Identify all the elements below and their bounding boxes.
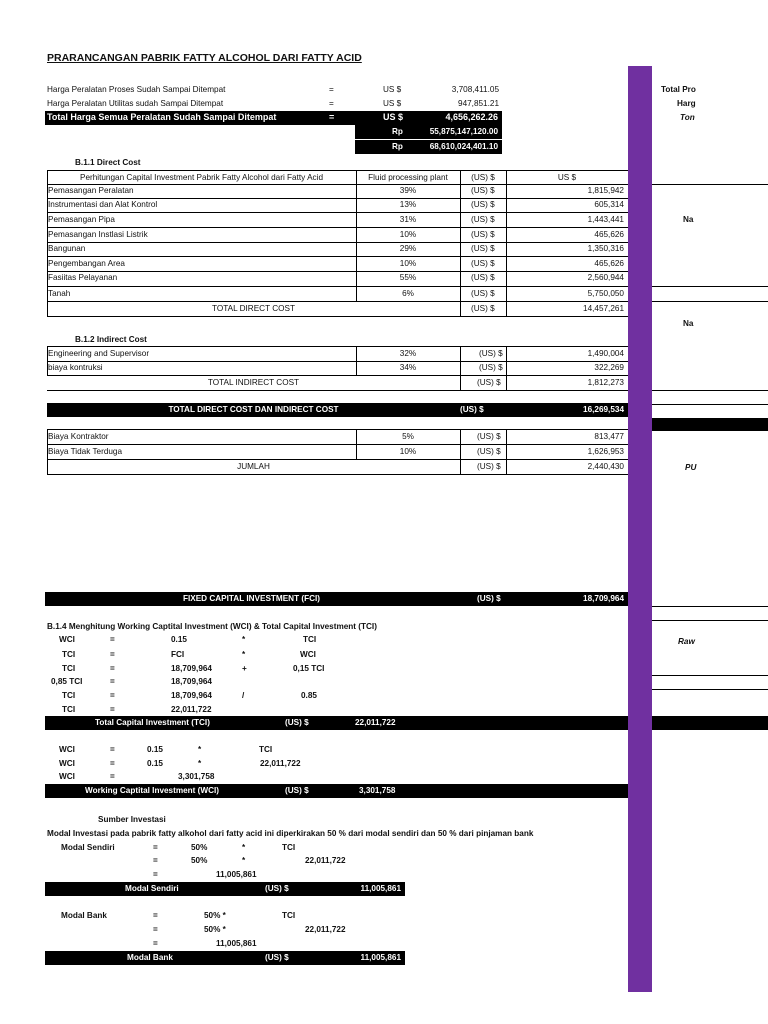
rp-bar-1	[355, 125, 502, 139]
calc-op: *	[242, 635, 246, 644]
tci-label: Total Capital Investment (TCI)	[95, 718, 210, 727]
row-cur: (US) $	[477, 447, 501, 456]
calc-b: 0.15	[147, 745, 163, 754]
contractor-total-row	[47, 460, 628, 474]
calc-a: WCI	[59, 772, 75, 781]
calc-c: 0.85	[301, 691, 317, 700]
wci-heading: B.1.4 Menghitung Working Captital Investment (WCI) & Total Capital Investment (TCI)	[47, 622, 377, 631]
calc-eq: =	[153, 939, 158, 948]
row-pct: 29%	[399, 244, 417, 253]
row-pct: 5%	[402, 432, 414, 441]
combined-cost-bar	[47, 403, 628, 417]
calc-c: WCI	[300, 650, 316, 659]
row-cur: (US) $	[479, 349, 503, 358]
calc-b: 18,709,964	[171, 677, 212, 686]
indirect-total-row	[47, 376, 628, 390]
table-row	[47, 445, 628, 459]
calc-a: WCI	[59, 745, 75, 754]
direct-total-value: 14,457,261	[583, 304, 624, 313]
row-value: 2,560,944	[587, 273, 624, 282]
row-label: Pemasangan Peralatan	[48, 186, 134, 195]
calc-eq: =	[110, 772, 115, 781]
right-cut-text: PU	[685, 463, 697, 472]
row-label: biaya kontruksi	[48, 363, 103, 372]
row-label: Biaya Tidak Terduga	[48, 447, 123, 456]
calc-op: *	[242, 856, 246, 865]
modal-bank-label: Modal Bank	[61, 911, 107, 920]
summary-value: 3,708,411.05	[451, 85, 499, 94]
right-cut-text: Ton	[680, 113, 695, 122]
contractor-total-label: JUMLAH	[237, 462, 270, 471]
row-label: Pemasangan Instlasi Listrik	[48, 230, 148, 239]
wci-value: 3,301,758	[359, 786, 396, 795]
calc-eq: =	[153, 843, 158, 852]
row-value: 1,815,942	[587, 186, 624, 195]
calc-a: TCI	[62, 650, 76, 659]
summary-label: Harga Peralatan Proses Sudah Sampai Ditempat	[47, 85, 226, 94]
contractor-total-value: 2,440,430	[587, 462, 624, 471]
sumber-heading: Sumber Investasi	[98, 815, 166, 824]
calc-a: TCI	[62, 664, 76, 673]
table-row	[47, 198, 628, 212]
calc-op: *	[198, 745, 202, 754]
calc-op: /	[242, 691, 245, 700]
right-cut-text: Raw	[678, 637, 695, 646]
calc-c: 0,15 TCI	[293, 664, 325, 673]
combined-label: TOTAL DIRECT COST DAN INDIRECT COST	[168, 405, 339, 414]
row-label: Fasiitas Pelayanan	[48, 273, 118, 282]
table-row	[47, 287, 628, 301]
wci-label: Working Captital Investment (WCI)	[85, 786, 220, 795]
calc-b: 0.15	[171, 635, 187, 644]
calc-pct: 11,005,861	[216, 939, 257, 948]
total-equipment-cur: US $	[383, 112, 404, 122]
row-value: 322,269	[594, 363, 624, 372]
indirect-total-label: TOTAL INDIRECT COST	[207, 378, 300, 387]
row-pct: 6%	[402, 289, 414, 298]
summary-value: 947,851.21	[458, 99, 499, 108]
row-label: Bangunan	[48, 244, 86, 253]
right-black-bar	[652, 418, 768, 431]
row-cur: (US) $	[471, 259, 495, 268]
calc-pct: 50%	[191, 856, 208, 865]
row-pct: 55%	[399, 273, 417, 282]
table-row	[47, 242, 628, 256]
row-label: Pengembangan Area	[48, 259, 125, 268]
row-cur: (US) $	[471, 230, 495, 239]
calc-c: TCI	[303, 635, 317, 644]
indirect-total-value: 1,812,273	[587, 378, 624, 387]
calc-eq: =	[110, 745, 115, 754]
row-pct: 13%	[399, 200, 417, 209]
page-title: PRARANCANGAN PABRIK FATTY ALCOHOL DARI FATTY ACID	[47, 52, 362, 64]
total-equipment-label: Total Harga Semua Peralatan Sudah Sampai Ditempat	[47, 112, 277, 122]
rp-value: 55,875,147,120.00	[429, 127, 498, 136]
row-label: Pemasangan Pipa	[48, 215, 115, 224]
modal-sendiri-bar	[45, 882, 405, 896]
row-cur: (US) $	[471, 273, 495, 282]
table-row	[47, 184, 628, 198]
fci-label: FIXED CAPITAL INVESTMENT (FCI)	[182, 594, 321, 603]
modal-bank-bar-cur: (US) $	[265, 953, 289, 962]
right-black-bar	[652, 716, 768, 730]
calc-pct: 50% *	[204, 911, 226, 920]
calc-eq: =	[110, 705, 115, 714]
modal-bank-bar-label: Modal Bank	[127, 953, 173, 962]
row-value: 465,626	[594, 259, 624, 268]
wci-bar	[45, 784, 628, 798]
row-cur: (US) $	[477, 432, 501, 441]
fci-bar	[45, 592, 628, 606]
direct-header-col3: (US) $	[471, 173, 495, 182]
row-pct: 10%	[399, 259, 417, 268]
row-value: 605,314	[594, 200, 624, 209]
calc-b: FCI	[171, 650, 185, 659]
total-equipment-value: 4,656,262.26	[445, 112, 498, 122]
modal-sendiri-label: Modal Sendiri	[61, 843, 115, 852]
summary-cur: US $	[383, 85, 402, 94]
right-cut-text: Total Pro	[661, 85, 696, 94]
calc-op: *	[242, 650, 246, 659]
calc-a: TCI	[62, 705, 76, 714]
direct-header-label: Perhitungan Capital Investment Pabrik Fatty Alcohol dari Fatty Acid	[79, 173, 324, 182]
row-value: 1,443,441	[587, 215, 624, 224]
row-pct: 39%	[399, 186, 417, 195]
row-value: 1,350,316	[587, 244, 624, 253]
calc-val: 22,011,722	[305, 925, 346, 934]
fci-value: 18,709,964	[583, 594, 624, 603]
table-row	[47, 430, 628, 444]
row-pct: 34%	[399, 363, 417, 372]
calc-b: 0.15	[147, 759, 163, 768]
tci-value: 22,011,722	[355, 718, 396, 727]
row-label: Engineering and Supervisor	[48, 349, 150, 358]
direct-total-cur: (US) $	[471, 304, 495, 313]
calc-eq: =	[110, 635, 115, 644]
table-row	[47, 271, 628, 285]
row-cur: (US) $	[471, 215, 495, 224]
row-label: Biaya Kontraktor	[48, 432, 109, 441]
calc-eq: =	[110, 759, 115, 768]
summary-eq: =	[329, 85, 334, 94]
table-row	[47, 213, 628, 227]
calc-eq: =	[153, 925, 158, 934]
calc-eq: =	[110, 691, 115, 700]
row-label: Tanah	[48, 289, 71, 298]
calc-pct: 50% *	[204, 925, 226, 934]
indirect-total-cur: (US) $	[477, 378, 501, 387]
direct-header-col4: US $	[557, 173, 577, 182]
calc-a: TCI	[62, 691, 76, 700]
table-row	[47, 257, 628, 271]
modal-bank-bar	[45, 951, 405, 965]
summary-label: Harga Peralatan Utilitas sudah Sampai Ditempat	[47, 99, 224, 108]
table-row	[47, 361, 628, 375]
row-value: 465,626	[594, 230, 624, 239]
calc-c: TCI	[259, 745, 273, 754]
direct-cost-heading: B.1.1 Direct Cost	[75, 158, 141, 167]
calc-eq: =	[153, 856, 158, 865]
calc-val: 22,011,722	[305, 856, 346, 865]
fci-cur: (US) $	[477, 594, 501, 603]
direct-total-label: TOTAL DIRECT COST	[212, 304, 295, 313]
calc-val: TCI	[282, 843, 296, 852]
modal-sendiri-bar-value: 11,005,861	[360, 884, 401, 893]
calc-a: WCI	[59, 759, 75, 768]
tci-cur: (US) $	[285, 718, 309, 727]
calc-b: 3,301,758	[178, 772, 215, 781]
rp-cur: Rp	[392, 127, 403, 136]
row-value: 5,750,050	[587, 289, 624, 298]
summary-eq: =	[329, 99, 334, 108]
row-value: 813,477	[594, 432, 624, 441]
calc-a: 0,85 TCI	[51, 677, 83, 686]
row-cur: (US) $	[479, 363, 503, 372]
modal-sendiri-bar-label: Modal Sendiri	[125, 884, 179, 893]
indirect-cost-heading: B.1.2 Indirect Cost	[75, 335, 147, 344]
right-cut-text: Na	[683, 319, 694, 328]
rp-cur: Rp	[392, 142, 403, 151]
direct-total-row	[47, 302, 628, 316]
total-equipment-eq: =	[329, 112, 335, 122]
modal-sendiri-bar-cur: (US) $	[265, 884, 289, 893]
combined-value: 16,269,534	[583, 405, 624, 414]
summary-row-utility	[47, 98, 507, 109]
modal-bank-bar-value: 11,005,861	[360, 953, 401, 962]
purple-divider-strip	[628, 66, 652, 992]
right-cut-text: Harg	[677, 99, 696, 108]
calc-b: 22,011,722	[171, 705, 212, 714]
rp-bar-2	[355, 140, 502, 154]
calc-a: WCI	[59, 635, 75, 644]
contractor-total-cur: (US) $	[477, 462, 501, 471]
summary-row-process	[47, 84, 507, 95]
total-equipment-bar	[45, 111, 502, 125]
right-cut-text: Na	[683, 215, 694, 224]
calc-pct: 50%	[191, 843, 208, 852]
row-label: Instrumentasi dan Alat Kontrol	[48, 200, 158, 209]
row-pct: 10%	[399, 447, 417, 456]
calc-eq: =	[153, 911, 158, 920]
calc-op: *	[198, 759, 202, 768]
calc-op: +	[242, 664, 247, 673]
calc-eq: =	[110, 664, 115, 673]
calc-val: TCI	[282, 911, 296, 920]
row-cur: (US) $	[471, 289, 495, 298]
table-row	[47, 228, 628, 242]
direct-header-col2: Fluid processing plant	[368, 173, 448, 182]
summary-cur: US $	[383, 99, 402, 108]
calc-op: *	[242, 843, 246, 852]
row-cur: (US) $	[471, 200, 495, 209]
direct-header-row	[47, 171, 628, 185]
row-value: 1,626,953	[587, 447, 624, 456]
calc-eq: =	[153, 870, 158, 879]
table-row	[47, 347, 628, 361]
sumber-description: Modal Investasi pada pabrik fatty alkohol dari fatty acid ini diperkirakan 50 % dari modal sendiri dan 50 % dari pinjaman bank	[47, 829, 534, 838]
rp-value: 68,610,024,401.10	[429, 142, 498, 151]
row-value: 1,490,004	[587, 349, 624, 358]
calc-pct: 11,005,861	[216, 870, 257, 879]
row-pct: 10%	[399, 230, 417, 239]
combined-cur: (US) $	[460, 405, 484, 414]
calc-b: 18,709,964	[171, 691, 212, 700]
row-pct: 32%	[399, 349, 417, 358]
calc-eq: =	[110, 650, 115, 659]
calc-b: 18,709,964	[171, 664, 212, 673]
wci-cur: (US) $	[285, 786, 309, 795]
tci-bar	[45, 716, 628, 730]
row-pct: 31%	[399, 215, 417, 224]
calc-eq: =	[110, 677, 115, 686]
row-cur: (US) $	[471, 186, 495, 195]
row-cur: (US) $	[471, 244, 495, 253]
calc-c: 22,011,722	[260, 759, 301, 768]
